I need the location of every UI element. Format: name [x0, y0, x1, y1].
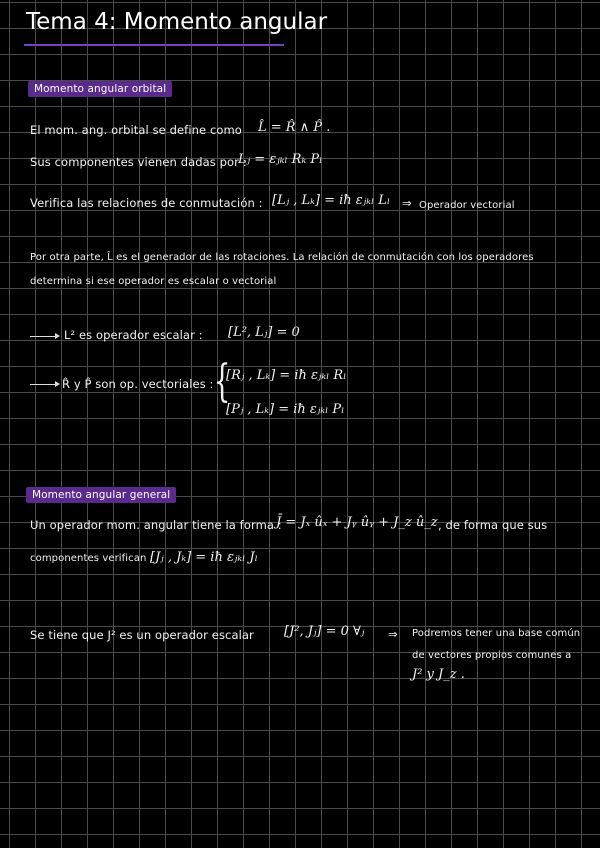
general-components-formula: [Jⱼ , Jₖ] = iħ εⱼₖₗ Jₗ	[150, 550, 258, 565]
commutation-formula: [Lⱼ , Lₖ] = iħ εⱼₖₗ Lₗ	[272, 193, 391, 208]
implies-arrow: ⇒	[388, 627, 398, 641]
vector-item-formula-r: [Rⱼ , Lₖ] = iħ εⱼₖₗ Rₗ	[226, 368, 347, 383]
common-basis-note-line1: Podremos tener una base común	[412, 628, 581, 639]
scalar-item-formula: [L², Lⱼ] = 0	[228, 325, 300, 340]
general-form-tail: , de forma que sus	[438, 518, 548, 532]
scalar-item-text: L² es operador escalar :	[64, 328, 203, 342]
general-components-text: componentes verifican :	[30, 553, 154, 564]
commutation-text: Verifica las relaciones de conmutación :	[30, 196, 263, 210]
arrow-icon	[30, 336, 58, 337]
general-form-text: Un operador mom. angular tiene la forma :	[30, 518, 282, 532]
vector-operator-note: Operador vectorial	[419, 200, 515, 211]
generator-paragraph-line2: determina si ese operador es escalar o vectorial	[30, 276, 277, 287]
j2-commutation-formula: [J², Jⱼ] = 0 ∀ⱼ	[284, 624, 365, 639]
components-formula: Lⱼ = εⱼₖₗ Rₖ Pₗ	[238, 152, 323, 167]
general-form-formula: J̄ = Jₓ ûₓ + Jᵧ ûᵧ + J_z û_z	[276, 515, 438, 530]
section-heading-general: Momento angular general	[26, 487, 176, 503]
components-text: Sus componentes vienen dadas por :	[30, 155, 247, 169]
common-basis-note-line3: J² y J_z .	[412, 667, 465, 682]
vector-item-text: R̂ y P̂ son op. vectoriales :	[62, 377, 214, 391]
orbital-definition-text: El mom. ang. orbital se define como	[30, 123, 242, 137]
curly-brace-icon: {	[213, 356, 231, 407]
j2-scalar-text: Se tiene que J² es un operador escalar	[30, 628, 254, 642]
vector-item-formula-p: [Pⱼ , Lₖ] = iħ εⱼₖₗ Pₗ	[226, 402, 345, 417]
orbital-definition-formula: L̂ = R̂ ∧ P̂ .	[258, 120, 331, 135]
page-title: Tema 4: Momento angular	[26, 9, 328, 35]
section-heading-orbital: Momento angular orbital	[28, 81, 172, 97]
title-underline	[24, 44, 284, 46]
common-basis-note-line2: de vectores propios comunes a	[412, 650, 572, 661]
implies-arrow: ⇒	[402, 196, 412, 210]
arrow-icon	[30, 384, 58, 385]
generator-paragraph-line1: Por otra parte, L̂ es el generador de las rotaciones. La relación de conmutación con los operadores	[30, 252, 534, 263]
